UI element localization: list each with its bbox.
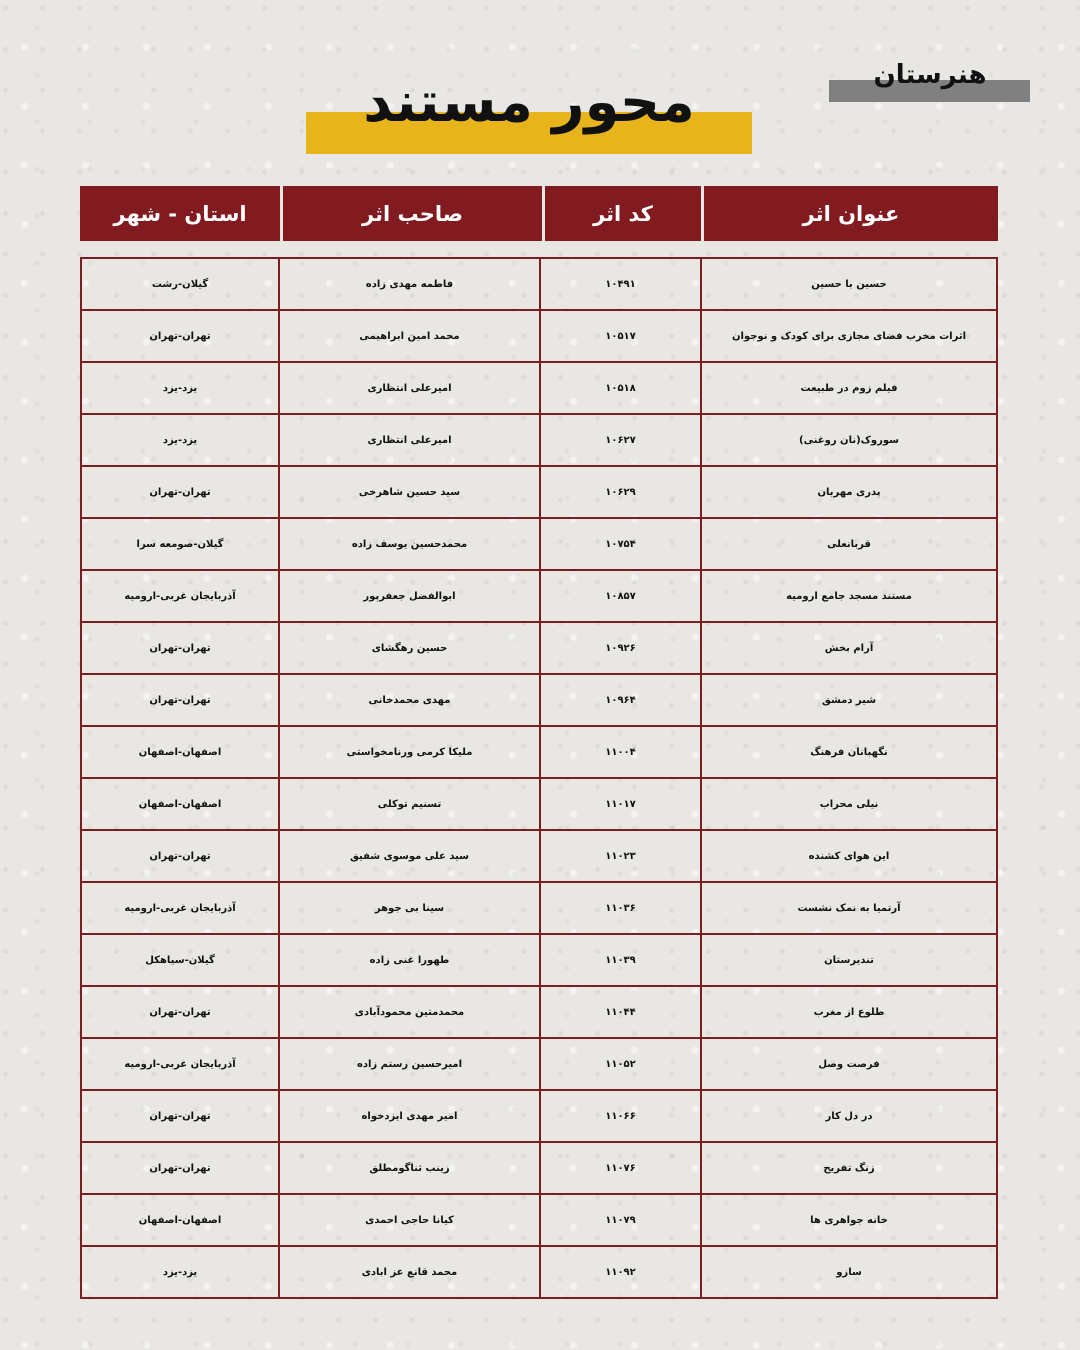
header-owner: صاحب اثر xyxy=(283,186,542,241)
cell-title: اثرات مخرب فضای مجازی برای کودک و نوجوان xyxy=(700,311,996,361)
cell-province-city: آذربایجان غربی-ارومیه xyxy=(124,1058,236,1070)
cell-owner: سینا بی جوهر xyxy=(278,883,539,933)
cell-owner: سید حسین شاهرخی xyxy=(278,467,539,517)
cell-title: فرصت وصل xyxy=(700,1039,996,1089)
cell-title: زنگ تفریح xyxy=(700,1143,996,1193)
cell-code: ۱۱۰۶۶ xyxy=(539,1091,700,1141)
table-row xyxy=(82,675,996,727)
cell-province-city: گیلان-سیاهکل xyxy=(145,954,215,966)
header-province-city: استان - شهر xyxy=(80,186,280,241)
cell-code: ۱۱۰۷۹ xyxy=(539,1195,700,1245)
cell-province-city: آذربایجان غربی-ارومیه xyxy=(124,590,236,602)
cell-owner: امیرعلی انتظاری xyxy=(278,415,539,465)
cell-title: خانه جواهری ها xyxy=(700,1195,996,1245)
cell-code: ۱۱۰۰۴ xyxy=(539,727,700,777)
cell-code: ۱۱۰۴۴ xyxy=(539,987,700,1037)
cell-owner: سید علی موسوی شفیق xyxy=(278,831,539,881)
cell-code: ۱۰۷۵۴ xyxy=(539,519,700,569)
works-table xyxy=(80,257,998,1299)
cell-code: ۱۱۰۳۶ xyxy=(539,883,700,933)
cell-title: شیر دمشق xyxy=(700,675,996,725)
cell-title: تندیرستان xyxy=(700,935,996,985)
cell-province-city: اصفهان-اصفهان xyxy=(138,798,222,810)
cell-code: ۱۰۹۲۶ xyxy=(539,623,700,673)
cell-owner: محمدحسین یوسف زاده xyxy=(278,519,539,569)
cell-owner: طهورا غنی زاده xyxy=(278,935,539,985)
cell-code: ۱۰۶۲۷ xyxy=(539,415,700,465)
badge-label: هنرستان xyxy=(873,60,987,90)
cell-owner: زینب ثناگومطلق xyxy=(278,1143,539,1193)
cell-code: ۱۰۵۱۷ xyxy=(539,311,700,361)
table-row xyxy=(82,467,996,519)
cell-province-city: تهران-تهران xyxy=(149,694,211,706)
cell-title: آرام بخش xyxy=(700,623,996,673)
cell-title: سوروک(نان روغنی) xyxy=(700,415,996,465)
cell-title: آرتمیا به نمک نشست xyxy=(700,883,996,933)
cell-code: ۱۱۰۲۳ xyxy=(539,831,700,881)
cell-province-city: تهران-تهران xyxy=(149,642,211,654)
cell-code: ۱۰۶۲۹ xyxy=(539,467,700,517)
cell-title: نیلی محراب xyxy=(700,779,996,829)
cell-owner: مهدی محمدخانی xyxy=(278,675,539,725)
cell-owner: امیرعلی انتظاری xyxy=(278,363,539,413)
cell-owner: کیانا حاجی احمدی xyxy=(278,1195,539,1245)
table-row xyxy=(82,935,996,987)
table-row xyxy=(82,311,996,363)
cell-code: ۱۰۴۹۱ xyxy=(539,259,700,309)
cell-code: ۱۱۰۱۷ xyxy=(539,779,700,829)
table-row xyxy=(82,259,996,311)
cell-province-city: آذربایجان غربی-ارومیه xyxy=(124,902,236,914)
cell-owner: ابوالفضل جعفرپور xyxy=(278,571,539,621)
table-row xyxy=(82,987,996,1039)
table-row xyxy=(82,1039,996,1091)
page-title: محور مستند xyxy=(363,70,695,135)
header-title: عنوان اثر xyxy=(704,186,998,241)
cell-title: فیلم زوم در طبیعت xyxy=(700,363,996,413)
cell-province-city: تهران-تهران xyxy=(149,486,211,498)
table-row xyxy=(82,1143,996,1195)
cell-province-city: تهران-تهران xyxy=(149,330,211,342)
cell-title: سازو xyxy=(700,1247,996,1297)
table-row xyxy=(82,363,996,415)
cell-province-city: یزد-یزد xyxy=(162,382,198,394)
cell-owner: محمد قانع عز ابادی xyxy=(278,1247,539,1297)
cell-code: ۱۰۵۱۸ xyxy=(539,363,700,413)
cell-owner: حسین رهگشای xyxy=(278,623,539,673)
table-header xyxy=(80,186,998,241)
cell-code: ۱۰۹۶۴ xyxy=(539,675,700,725)
table-row xyxy=(82,1247,996,1297)
table-row xyxy=(82,727,996,779)
cell-owner: تسنیم توکلی xyxy=(278,779,539,829)
cell-province-city: تهران-تهران xyxy=(149,1110,211,1122)
cell-code: ۱۱۰۹۲ xyxy=(539,1247,700,1297)
cell-province-city: گیلان-رشت xyxy=(151,278,209,290)
table-row xyxy=(82,779,996,831)
table-row xyxy=(82,831,996,883)
cell-code: ۱۱۰۳۹ xyxy=(539,935,700,985)
cell-title: در دل کار xyxy=(700,1091,996,1141)
cell-province-city: اصفهان-اصفهان xyxy=(138,746,222,758)
cell-province-city: تهران-تهران xyxy=(149,1006,211,1018)
cell-title: حسین با حسین xyxy=(700,259,996,309)
cell-province-city: یزد-یزد xyxy=(162,434,198,446)
header-code: کد اثر xyxy=(545,186,701,241)
table-row xyxy=(82,415,996,467)
cell-code: ۱۰۸۵۷ xyxy=(539,571,700,621)
table-row xyxy=(82,883,996,935)
cell-owner: ملیکا کرمی ورنامخواستی xyxy=(278,727,539,777)
cell-code: ۱۱۰۵۲ xyxy=(539,1039,700,1089)
cell-owner: محمد امین ابراهیمی xyxy=(278,311,539,361)
cell-title: مستند مسجد جامع ارومیه xyxy=(700,571,996,621)
cell-title: قربانعلی xyxy=(700,519,996,569)
cell-title: پدری مهربان xyxy=(700,467,996,517)
table-row xyxy=(82,519,996,571)
cell-owner: امیر مهدی ایزدخواه xyxy=(278,1091,539,1141)
table-row xyxy=(82,1091,996,1143)
table-row xyxy=(82,1195,996,1247)
table-row xyxy=(82,571,996,623)
cell-title: نگهبانان فرهنگ xyxy=(700,727,996,777)
cell-title: طلوع از مغرب xyxy=(700,987,996,1037)
cell-province-city: تهران-تهران xyxy=(149,1162,211,1174)
table-row xyxy=(82,623,996,675)
cell-title: این هوای کشنده xyxy=(700,831,996,881)
cell-province-city: یزد-یزد xyxy=(162,1266,198,1278)
cell-province-city: تهران-تهران xyxy=(149,850,211,862)
cell-code: ۱۱۰۷۶ xyxy=(539,1143,700,1193)
cell-owner: امیرحسین رستم زاده xyxy=(278,1039,539,1089)
cell-owner: محمدمتین محمودآبادی xyxy=(278,987,539,1037)
cell-owner: فاطمه مهدی زاده xyxy=(278,259,539,309)
cell-province-city: گیلان-صومعه سرا xyxy=(136,538,224,550)
cell-province-city: اصفهان-اصفهان xyxy=(138,1214,222,1226)
